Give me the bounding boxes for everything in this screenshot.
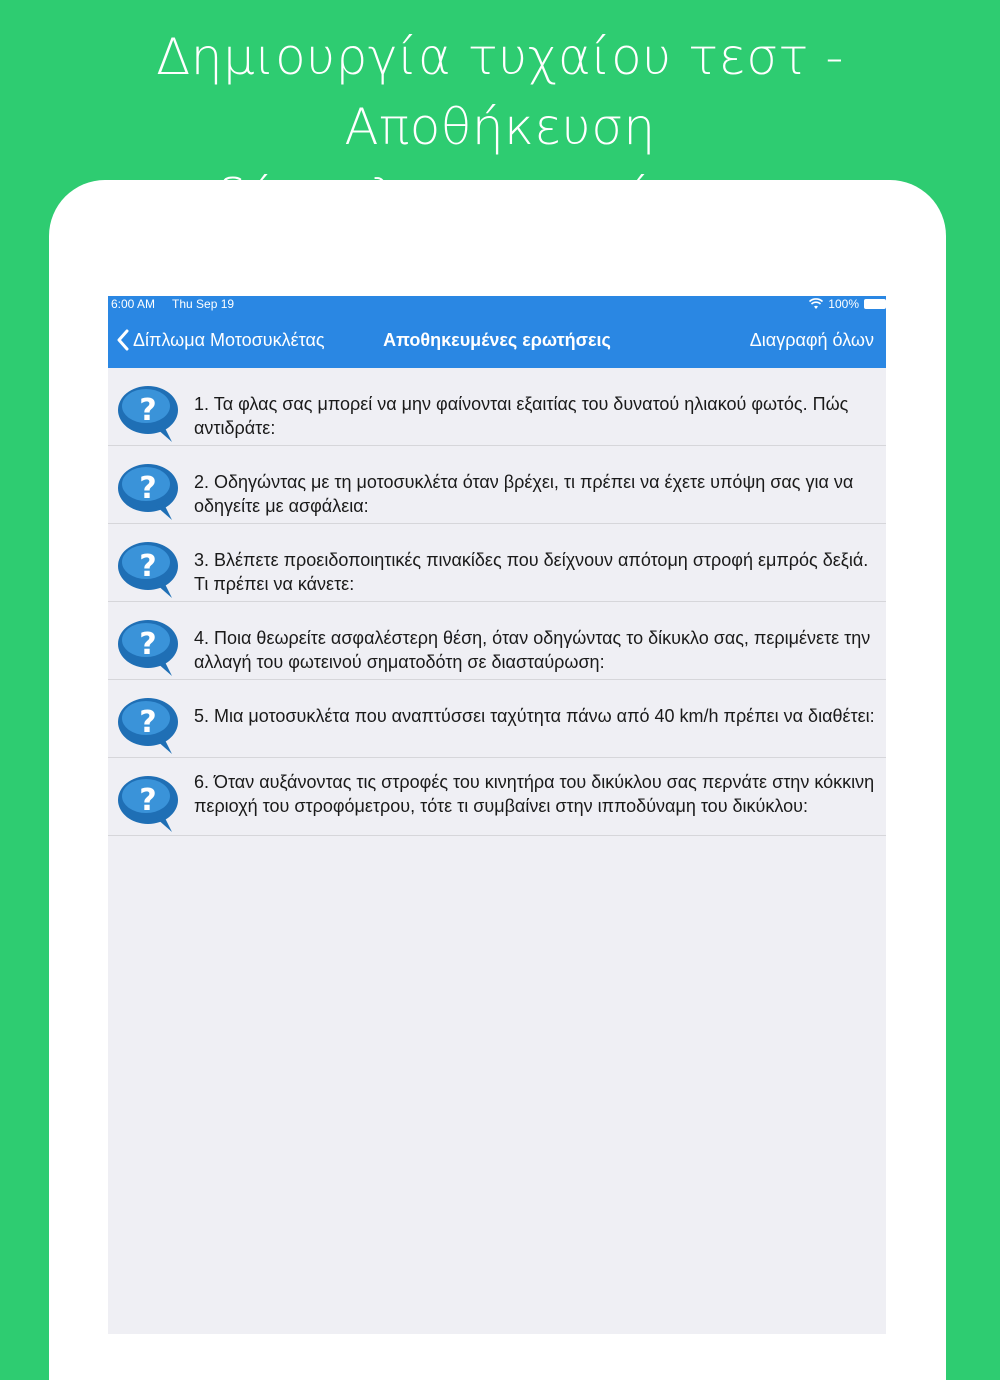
question-bubble-icon [116,384,182,444]
question-text: 2. Οδηγώντας με τη μοτοσυκλέτα όταν βρέχει, τι πρέπει να έχετε υπόψη σας για να οδηγείτε με ασφάλεια: [194,472,854,516]
question-text: 5. Μια μοτοσυκλέτα που αναπτύσσει ταχύτητα πάνω από 40 km/h πρέπει να διαθέτει: [194,706,875,726]
question-bubble-icon [116,696,182,756]
back-button[interactable] [116,326,325,354]
svg-text:?: ? [139,471,157,506]
status-time: 6:00 AM [111,297,156,311]
question-text: 6. Όταν αυξάνοντας τις στροφές του κινητήρα του δικύκλου σας περνάτε στην κόκκινη περιοχή του στροφόμετρου, τότε τι συμβαίνει στην ιπποδύναμη του δικύκλου: [194,772,875,816]
svg-text:?: ? [139,783,157,818]
promo-title-line-1: Δημιουργία τυχαίου τεστ - Αποθήκευση [156,28,844,156]
svg-text:?: ? [139,549,157,584]
battery-icon [864,299,886,309]
chevron-left-icon [116,329,130,351]
question-bubble-icon [116,618,182,678]
question-row-5[interactable] [108,680,886,758]
delete-all-button[interactable]: Διαγραφή όλων [749,330,874,350]
battery-percent: 100% [828,297,859,311]
question-bubble-icon [116,462,182,522]
svg-text:?: ? [139,705,157,740]
svg-text:?: ? [139,393,157,428]
question-bubble-icon [116,774,182,834]
app-screen [108,296,886,1334]
status-right [809,296,886,312]
navigation-bar [108,312,886,368]
status-bar [108,296,886,312]
back-button-label: Δίπλωμα Μοτοσυκλέτας [133,329,325,350]
nav-title: Αποθηκευμένες ερωτήσεις [383,330,611,350]
question-row-1[interactable] [108,368,886,446]
question-row-3[interactable] [108,524,886,602]
question-text: 3. Βλέπετε προειδοποιητικές πινακίδες που δείχνουν απότομη στροφή εμπρός δεξιά. Τι πρέπει να κάνετε: [194,550,869,594]
wifi-icon [809,298,823,310]
question-text: 4. Ποια θεωρείτε ασφαλέστερη θέση, όταν οδηγώντας το δίκυκλο σας, περιμένετε την αλλαγή του φωτεινού σηματοδότη σε διασταύρωση: [194,628,871,672]
question-text: 1. Τα φλας σας μπορεί να μην φαίνονται εξαιτίας του δυνατού ηλιακού φωτός. Πώς αντιδράτε: [194,394,849,438]
status-date: Thu Sep 19 [172,297,235,311]
svg-text:?: ? [139,627,157,662]
question-row-4[interactable] [108,602,886,680]
question-list [108,368,886,836]
question-bubble-icon [116,540,182,600]
question-row-2[interactable] [108,446,886,524]
question-row-6[interactable] [108,758,886,836]
